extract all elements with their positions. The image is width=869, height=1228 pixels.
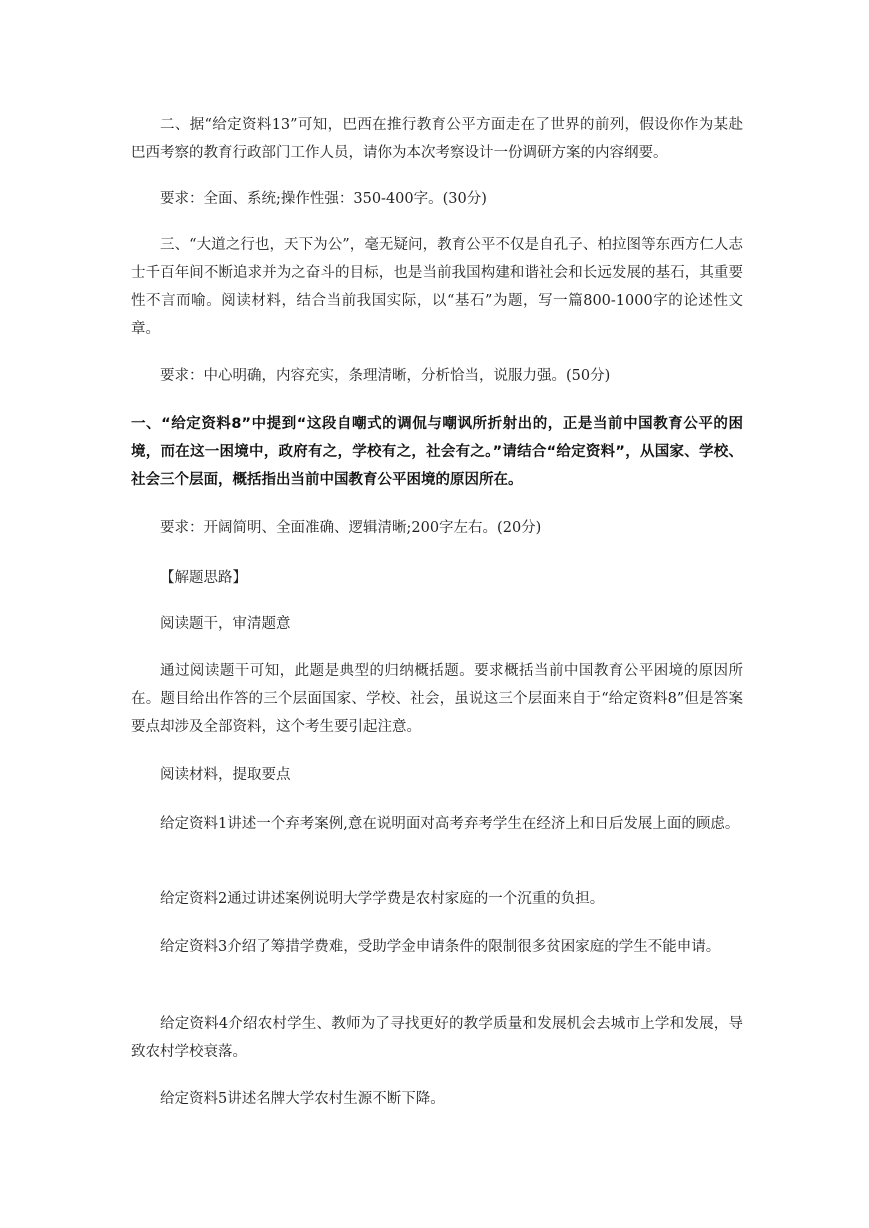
question-3-requirement: 要求：中心明确，内容充实，条理清晰，分析恰当，说服力强。(50分): [160, 368, 611, 384]
material-3-summary: 给定资料3介绍了筹措学费难，受助学金申请条件的限制很多贫困家庭的学生不能申请。: [160, 939, 721, 955]
question-2-requirement: 要求：全面、系统;操作性强：350-400字。(30分): [160, 191, 487, 207]
material-5-summary: 给定资料5讲述名牌大学农村生源不断下降。: [160, 1091, 445, 1107]
step-read-question: 阅读题干，审清题意: [160, 616, 291, 632]
solution-heading: 【解题思路】: [160, 570, 247, 586]
question-1-heading: 一、“给定资料8”中提到“这段自嘲式的调侃与嘲讽所折射出的，正是当前中国教育公平的困境，而在这一困境中，政府有之，学校有之，社会有之。”请结合“给定资料”，从国家、学校、社会三个层面，概括指出当前中国教育公平困境的原因所在。: [131, 416, 743, 488]
material-4-summary: 给定资料4介绍农村学生、教师为了寻找更好的教学质量和发展机会去城市上学和发展，导致农村学校衰落。: [131, 1016, 743, 1060]
material-1-summary: 给定资料1讲述一个弃考案例,意在说明面对高考弃考学生在经济上和日后发展上面的顾虑。: [160, 816, 740, 832]
question-2-paragraph: 二、据“给定资料13”可知，巴西在推行教育公平方面走在了世界的前列，假设你作为某赴巴西考察的教育行政部门工作人员，请你为本次考察设计一份调研方案的内容纲要。: [131, 117, 743, 161]
material-2-summary: 给定资料2通过讲述案例说明大学学费是农村家庭的一个沉重的负担。: [160, 891, 605, 907]
question-1-requirement: 要求：开阔简明、全面准确、逻辑清晰;200字左右。(20分): [160, 520, 542, 536]
step-read-materials: 阅读材料，提取要点: [160, 767, 291, 783]
analysis-paragraph: 通过阅读题干可知，此题是典型的归纳概括题。要求概括当前中国教育公平困境的原因所在。题目给出作答的三个层面国家、学校、社会，虽说这三个层面来自于“给定资料8”但是答案要点却涉及全部资料，这个考生要引起注意。: [131, 663, 743, 735]
question-3-paragraph: 三、“大道之行也，天下为公”，毫无疑问，教育公平不仅是自孔子、柏拉图等东西方仁人志士千百年间不断追求并为之奋斗的目标，也是当前我国构建和谐社会和长远发展的基石，其重要性不言而喻。阅读材料，结合当前我国实际，以“基石”为题，写一篇800-1000字的论述性文章。: [131, 237, 743, 337]
